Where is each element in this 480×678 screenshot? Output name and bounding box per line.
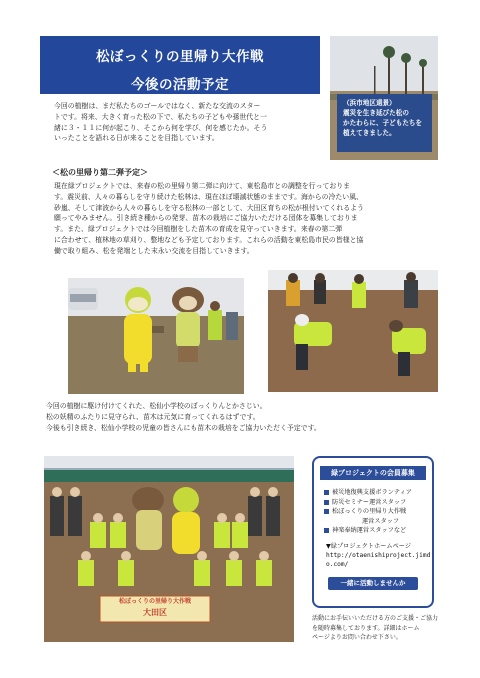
section-line: 現在緑プロジェクトでは、来春の松の里帰り第二弾に向けて、東松島市との調整を行っておりま (54, 182, 351, 190)
footer-line: 活動にお手伝いいただける方のご支援・ご協力 (312, 615, 439, 622)
section-heading: ＜松の里帰り第二弾予定＞ (52, 168, 148, 177)
caption-line: 今後も引き続き、松仙小学校の児童の皆さんにも苗木の栽培をご協力いただく予定です。 (46, 423, 321, 432)
banner-sub: 大田区 (143, 608, 167, 617)
mascot-photo (68, 278, 244, 394)
group-photo (44, 456, 294, 642)
caption-line: 松の妖精のふたりに見守られ、苗木は元気に育ってくれるはずです。 (46, 412, 260, 421)
member-list (324, 488, 432, 536)
intro-line: 今回の植樹は、まだ私たちのゴールではなく、新たな交流のスター (54, 102, 261, 110)
caption-location: （浜市地区遠景） (343, 99, 396, 107)
banner-text: 松ぼっくりの里帰り大作戦 (118, 598, 191, 605)
list-item (324, 507, 432, 517)
section-line: に合わせて、植林地の草刈り、整地なども予定しております。これらの活動を東松島市民の皆様と協 (54, 235, 364, 244)
page-title: 松ぼっくりの里帰り大作戦 (96, 49, 264, 65)
member-recruit-box (312, 456, 434, 608)
bullet-icon (324, 500, 329, 505)
homepage-label: ▼緑プロジェクトホームページ (326, 542, 411, 550)
join-button[interactable]: 一緒に活動しませんか (328, 577, 418, 590)
landscape-caption (337, 94, 432, 152)
section-line: す。また、緑プロジェクトでは今回植樹をした苗木の育成を見守っていきます。来春の第二弾 (54, 225, 343, 234)
footer-note (312, 614, 442, 643)
member-box-header: 緑プロジェクトの会員募集 (320, 466, 426, 480)
section-line: 砂嵐、そして津波から人々の暮らしを守る松林の一部として、大田区育ちの松が根付いてくれるよう (54, 203, 364, 212)
list-item-label: 運営スタッフ (362, 517, 400, 525)
page-subtitle: 今後の活動予定 (131, 77, 229, 93)
list-item (324, 517, 432, 527)
group-banner (102, 597, 208, 619)
section-line: す。震災前、人々の暮らしを守り続けた松林は、現在ほぼ壊滅状態のままです。海からの冷たい風、 (54, 192, 363, 201)
section-line: 願ってやみません。引き続き種からの発芽、苗木の栽培にご協力いただける団体を募集しておりま (54, 214, 358, 223)
mascot-caption (46, 401, 446, 433)
planting-photo (268, 270, 438, 392)
section-line: 働で取り組み、松を発端とした末永い交流を目指していきます。 (54, 246, 254, 255)
bullet-icon (324, 490, 329, 495)
footer-line: を随時募集しております。詳細はホーム (312, 624, 420, 632)
footer-line: ページよりお問い合わせ下さい。 (312, 634, 402, 641)
list-item-label: 被災地復興支援ボランティア (332, 489, 412, 496)
list-item-label: 防災セミナー運営スタッフ (332, 498, 407, 506)
list-item (324, 488, 432, 498)
list-item-label: 松ぼっくりの里帰り大作戦 (332, 508, 407, 516)
intro-line: トです。将来、大きく育った松の下で、私たちの子どもや孫世代と一 (54, 112, 267, 121)
intro-line: 緒に３・１１に何が起こり、そこから何を学び、何を感じたか。そう (54, 123, 268, 132)
caption-text: 植えてきました。 (343, 129, 396, 137)
caption-text: かたわらに、子どもたちを (343, 119, 423, 127)
intro-paragraph (54, 101, 330, 144)
section-paragraph (54, 181, 444, 257)
bullet-icon (324, 528, 329, 533)
caption-text: 震災を生き延びた松の (343, 109, 409, 117)
intro-line: いったことを語れる日が来ることを目指しています。 (54, 134, 219, 143)
homepage-link-cont[interactable]: o.com/ (326, 560, 349, 568)
title-banner (40, 36, 320, 94)
caption-line: 今回の植樹に駆け付けてくれた、松仙小学校のぼっくりんとかさじい。 (46, 402, 267, 410)
list-item-label: 神楽奉納運営スタッフなど (332, 527, 407, 535)
homepage-link[interactable]: http://otaenishiproject.jimd (326, 551, 431, 559)
bullet-icon (324, 509, 329, 514)
list-item (324, 526, 432, 536)
list-item (324, 498, 432, 508)
